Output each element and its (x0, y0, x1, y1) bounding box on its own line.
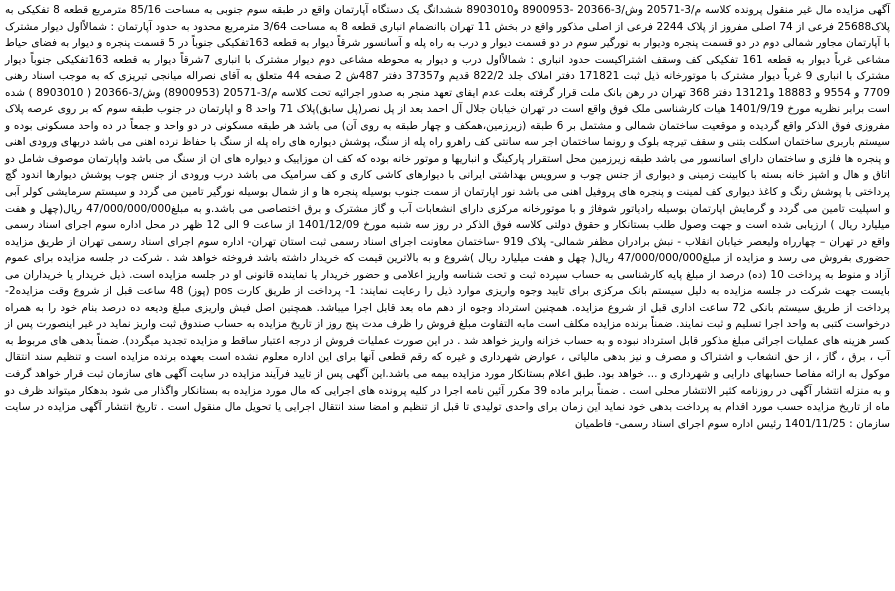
auction-notice-text: آگهی مزایده مال غیر منقول پرونده کلاسه م/3-20571 وش/3-20366 -8900953 و8903010 ششدانگ یک دستگاه آپارتمان واقع در طبقه سوم جنوبی به مساحت 85/16 مترمربع قطعه 8 تفکیکی به پلاک25688 فرعی از 74 اصلی مفروز از پلاک 2244 فرعی از اصلی مذکور واقع در بخش 11 تهران باانضمام انباری قطعه 8 به مساحت 3/64 مترمربع محدود به حدود آپارتمان : شمالاًاول دیوار مشترک با آپارتمان مجاور شمالی دوم در دو قسمت پنجره ودیوار به نورگیر سوم در دو قسمت دیوار و درب به راه پله و آسانسور شرقاً دیوار به قطعه 163تفکیکی جنوباً در 5 قسمت پنجره و دیوار به فضای حیاط مشاعی غرباً دیوار به قطعه 161 تفکیکی کف وسقف اشتراکیست حدود انباری : شمالاًاول درب و دیوار به محوطه مشاعی دوم دیوار مشترک با انباری 7شرقاً دیوار به قطعه 163تفکیکی جنوباً دیوار مشترک با انباری 9 غرباً دیوار مشترک با موتورخانه ذیل ثبت 171821 دفتر املاک جلد 822/2 قدیم و37357 دفتر 487ش 2 صفحه 44 متعلق به آقای نصراله میانجی تبریزی که به موجب اسناد رهنی 7709 و 9554 و 18883 و13121 دفتر 368 تهران در رهن بانک ملت قرار گرفته بعلت عدم ایفای تعهد منجر به صدور اجرائیه تحت کلاسه م/3-20571 (8900953) وش/3-20366 ( 8903010 ) شده است برابر نظریه مورخ 1401/9/19 هیات کارشناسی ملک فوق واقع است در تهران خیابان جلال آل احمد بعد از پل نصر(پل سابق)پلاک 71 واحد 8 و اپارتمان در جنوب طبقه سوم که بر روی عرصه پلاک مفروزی فوق الذکر واقع گردیده و موقعیت ساختمان شمالی و مشتمل بر 6 طبقه (زیرزمین،همکف و چهار طبقه به روی آن) می باشد هر طبقه مسکونی در دو واحد و جمعاً در ده واحد مسکونی بوده و سیستم باربری ساختمان اسکلت بتنی و سقف تیرچه بلوک و رونما ساختمان اجر سه سانتی کف راهرو راه پله از سنگ، پوشش دیواره های راه پله از سنگ با حفاظ نرده اهنی می باشد دربهای ورودی اهنی و پنجره ها فلزی و ساختمان دارای اسانسور می باشد طبقه زیرزمین محل استقرار پارکینگ و انباریها و موتور خانه بوده که کف ان موزاییک و دیواره های ان از سنگ می باشد واپارتمان موصوف شامل دو اتاق و هال و اشپز خانه بسته با کابینت زمینی و دیواری از جنس چوب و سرویس بهداشتی ایرانی با دیوارهای کاشی کاری و کف سرامیک می باشد درب ورودی از جنس چوب پوشش دیوارها اندود گچ پرداختی با پوشش رنگ و کاغذ دیواری کف لمینت و پنجره های پروفیل اهنی می باشد نور اپارتمان از سمت جنوب بوسیله پنجره ها و از شمال بوسیله نورگیر تامین می گردد و سیستم سرمایشی کولر آبی و اسپلیت تامین می گردد و گرمایش اپارتمان بوسیله رادیاتور شوفاژ و با موتورخانه مرکزی دارای انشعابات آب و گاز مشترک و برق اختصاصی می باشد.و به مبلغ47/000/000/000 ریال(چهل و هفت میلیارد ریال ) ارزیابی شده است و جهت وصول طلب بستانکار و حقوق دولتی کلاسه فوق الذکر در روز سه شنبه مورخ 1401/12/09 از ساعت 9 الی 12 ظهر در محل اداره سوم اجرای اسناد رسمی واقع در تهران – چهارراه ولیعصر خیابان انقلاب - نبش برادران مظفر شمالی- پلاک 919 -ساختمان معاونت اجرای اسناد رسمی ثبت استان تهران- اداره سوم اجرای اسناد رسمی تهران از طریق مزایده حضوری بفروش می رسد و مزایده از مبلغ47/000/000/000 ریال( چهل و هفت میلیارد ریال )شروع و به بالاترین قیمت که خریدار داشته باشد فروخته خواهد شد . شرکت در جلسه مزایده برای عموم آزاد و منوط به پرداخت 10 (ده) درصد از مبلغ پایه کارشناسی به حساب سپرده ثبت و تحت شناسه واریز اعلامی و حضور خریدار یا نماینده قانونی او در جلسه مزایده است. ذیل خریدار یا خریداران می بایست جهت شرکت در جلسه مزایده به دلیل سیستم بانک مرکزی برای تایید وجوه واریزی موارد ذیل را رعایت نمایند: 1- پرداخت از طریق کارت pos (پوز) 48 ساعت قبل از شروع وقت مزایده2- پرداخت از طریق سیستم بانکی 72 ساعت اداری قبل از شروع مزایده. همچنین استرداد وجوه از دهم ماه بعد قابل اجرا میباشد. همچنین اصل فیش واریزی مبلغ ودیعه ده درصد بنام خود را به همراه درخواست کتبی به واحد اجرا تسلیم و ثبت نمایند. ضمناً برنده مزایده مکلف است مابه التفاوت مبلغ فروش را ظرف مدت پنج روز از تاریخ مزایده به حساب صندوق ثبت واریز نماید در غیر اینصورت پس از کسر هزینه های عملیات اجرائی مبلغ مذکور قابل استرداد نبوده و به حساب خزانه واریز خواهد شد . در این صورت عملیات فروش از درجه اعتبار ساقط و مزایده تجدید میگردد). ضمناً بدهی های مربوط به آب ، برق ، گاز ، از حق انشعاب و اشتراک و مصرف و نیز بدهی مالیاتی ، عوارض شهرداری و غیره که رقم قطعی آنها برای این اداره معلوم نشده است بعهده برنده مزایده است و تنظیم سند انتقال موکول به ارائه مفاصا حسابهای دارایی و شهرداری و ... خواهد بود. طبق اعلام بستانکار مورد مزایده بیمه می باشد.این آگهی پس از تایید فرآیند مزایده در سایت آگهی های سازمان ثبت قرار خواهد گرفت و به منزله انتشار آگهی در روزنامه کثیر الانتشار محلی است . ضمناً برابر ماده 39 مکرر آئین نامه اجرا در کلیه پرونده های اجرایی که مال مورد مزایده به بستانکار واگذار می شود بدهکار میتواند ظرف دو ماه از تاریخ مزایده حسب مورد اقدام به پرداخت بدهی خود نماید این زمان برای واحدی تولیدی تا قبل از تنظیم و امضا سند انتقال اجرایی یا تحویل مال منقول است . تاریخ انتشار آگهی مزایده در سایت سازمان : 1401/11/25 رئیس اداره سوم اجرای اسناد رسمی- فاطمیان (5, 4, 891, 430)
